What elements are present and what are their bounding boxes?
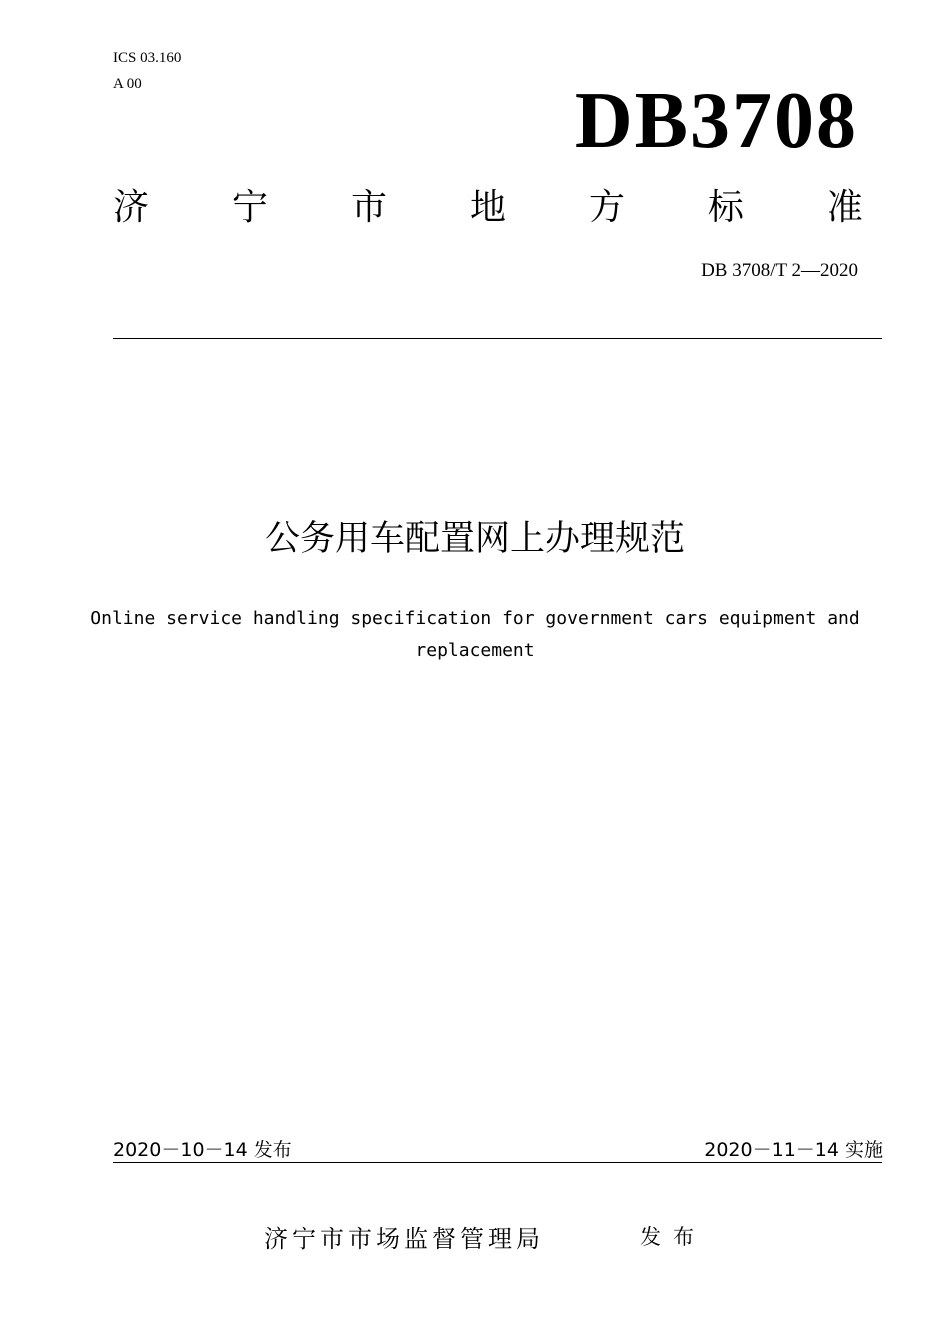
issuing-authority: 济宁市市场监督管理局 [264, 1225, 544, 1253]
standard-type-char: 济 [113, 187, 150, 228]
issue-date: 2020－10－14 发布 [113, 1139, 292, 1161]
ccs-code: A 00 [113, 76, 142, 92]
db-logo: DB3708 [574, 77, 858, 165]
footer-divider [113, 1162, 882, 1163]
standard-type-char: 标 [707, 187, 744, 228]
document-title-english: Online service handling specification for government cars equipment and replacement [90, 608, 860, 661]
standard-type-char: 市 [350, 187, 387, 228]
header-divider [113, 338, 882, 339]
implementation-date: 2020－11－14 实施 [704, 1139, 883, 1161]
ics-code: ICS 03.160 [113, 50, 182, 66]
document-title-chinese: 公务用车配置网上办理规范 [264, 519, 685, 559]
standard-type-char: 准 [826, 187, 863, 228]
standard-type [113, 185, 863, 231]
standard-number: DB 3708/T 2—2020 [701, 260, 858, 281]
standard-type-char: 地 [469, 187, 506, 228]
standard-type-char: 方 [588, 187, 625, 228]
standard-type-char: 宁 [231, 187, 268, 228]
issue-word: 发布 [640, 1225, 706, 1249]
